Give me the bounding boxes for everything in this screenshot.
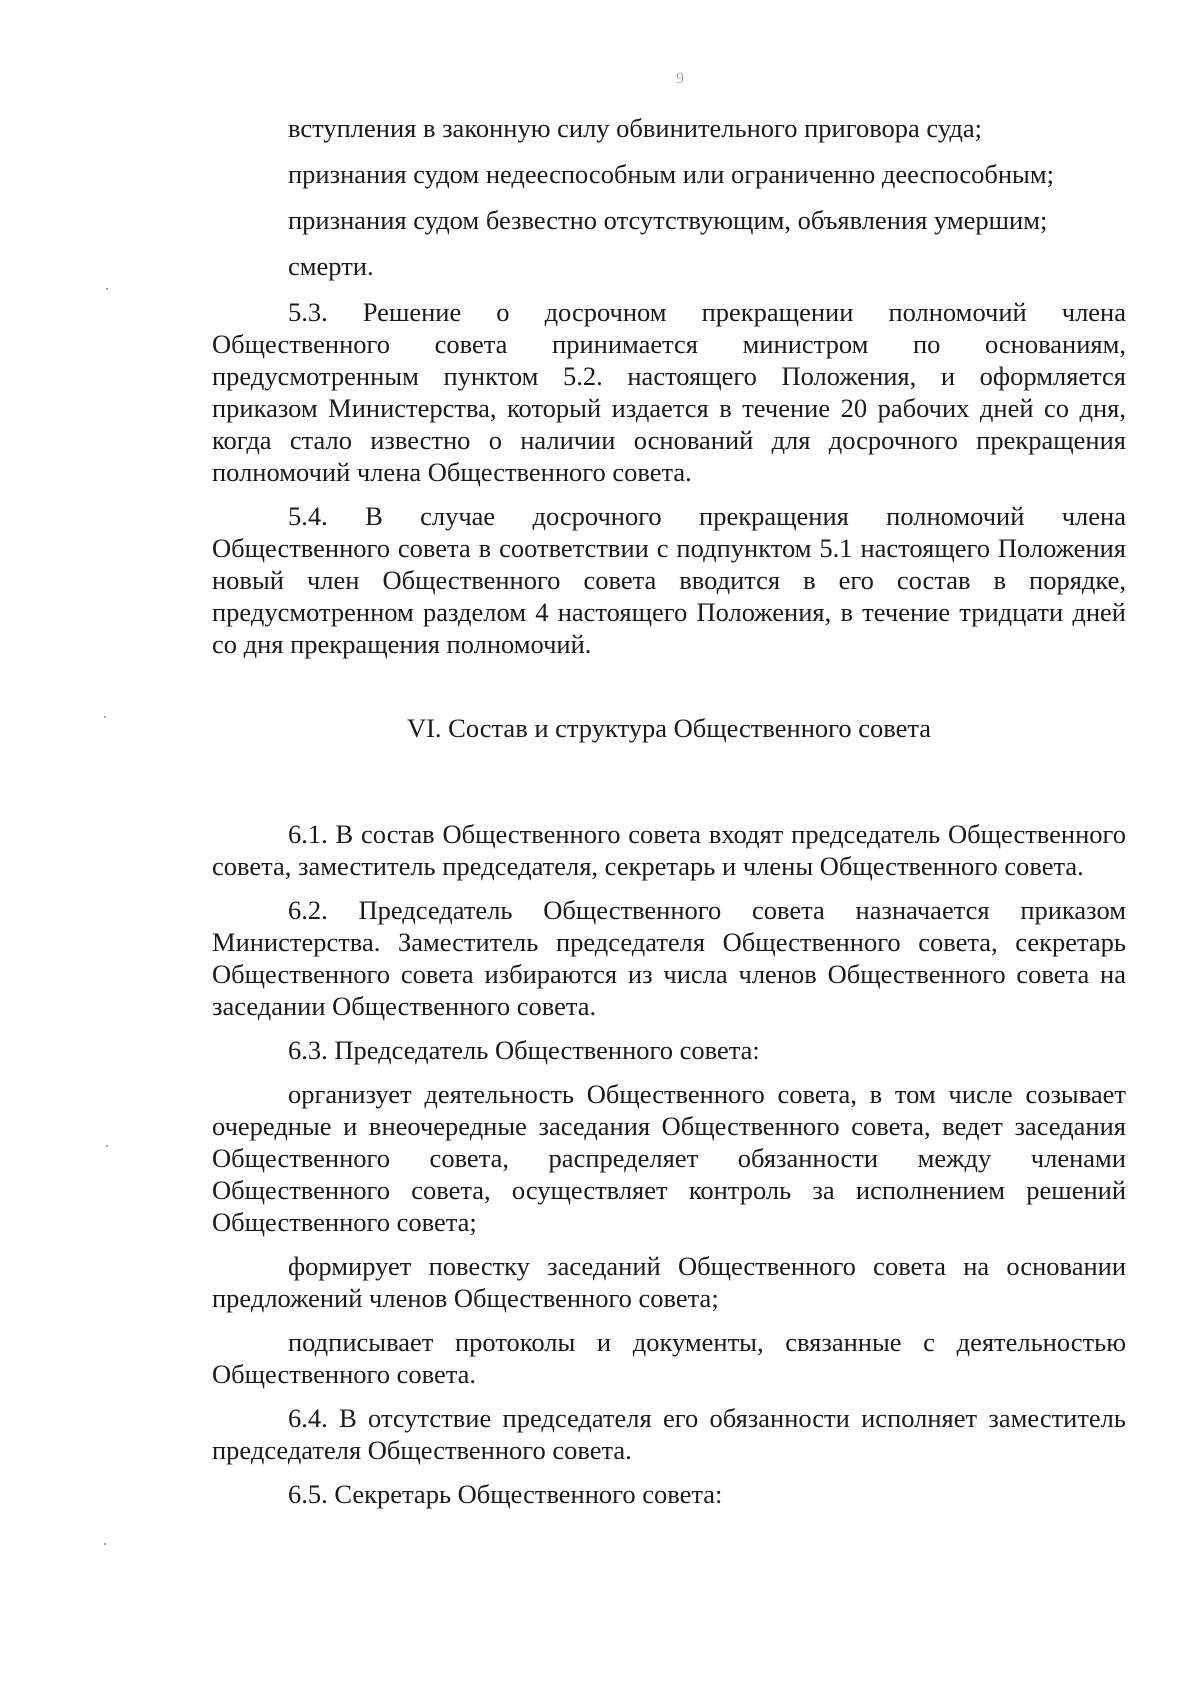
paragraph-6-3-item-b: формирует повестку заседаний Общественного совета на основании предложений членов Общественного совета;	[212, 1251, 1126, 1313]
document-body	[212, 112, 1126, 1522]
paragraph-list-item: смерти.	[288, 251, 374, 281]
paragraph-5-4: 5.4. В случае досрочного прекращения полномочий члена Общественного совета в соответствии с подпунктом 5.1 настоящего Положения новый член Общественного совета вводится в его состав в порядке, предусмотренном разделом 4 настоящего Положения, в течение тридцати дней со дня прекращения полномочий.	[212, 501, 1126, 659]
scan-speck	[106, 288, 108, 290]
scan-speck	[104, 716, 106, 718]
paragraph-6-5: 6.5. Секретарь Общественного совета:	[288, 1479, 723, 1509]
paragraph-list-item: признания судом недееспособным или ограниченно дееспособным;	[288, 159, 1054, 189]
scan-speck	[104, 1543, 106, 1545]
paragraph-6-3: 6.3. Председатель Общественного совета:	[288, 1035, 760, 1065]
paragraph-6-3-item-a: организует деятельность Общественного совета, в том числе созывает очередные и внеочередные заседания Общественного совета, ведет заседания Общественного совета, распределяет обязанности между членами Общественного совета, осуществляет контроль за исполнением решений Общественного совета;	[212, 1079, 1126, 1237]
page-number: 9	[676, 70, 684, 87]
paragraph-6-2: 6.2. Председатель Общественного совета назначается приказом Министерства. Заместитель председателя Общественного совета, секретарь Общественного совета избираются из числа членов Общественного совета на заседании Общественного совета.	[212, 895, 1126, 1021]
scan-speck	[106, 1145, 108, 1147]
paragraph-list-item: признания судом безвестно отсутствующим, объявления умершим;	[288, 205, 1048, 235]
paragraph-6-1: 6.1. В состав Общественного совета входят председатель Общественного совета, заместитель председателя, секретарь и члены Общественного совета.	[212, 819, 1126, 881]
paragraph-6-4: 6.4. В отсутствие председателя его обязанности исполняет заместитель председателя Общественного совета.	[212, 1403, 1126, 1465]
paragraph-6-3-item-c: подписывает протоколы и документы, связанные с деятельностью Общественного совета.	[212, 1327, 1126, 1389]
paragraph-5-3: 5.3. Решение о досрочном прекращении полномочий члена Общественного совета принимается министром по основаниям, предусмотренным пунктом 5.2. настоящего Положения, и оформляется приказом Министерства, который издается в течение 20 рабочих дней со дня, когда стало известно о наличии оснований для досрочного прекращения полномочий члена Общественного совета.	[212, 297, 1126, 487]
paragraph-list-item: вступления в законную силу обвинительного приговора суда;	[288, 113, 983, 143]
section-title: VI. Состав и структура Общественного совета	[406, 713, 932, 743]
